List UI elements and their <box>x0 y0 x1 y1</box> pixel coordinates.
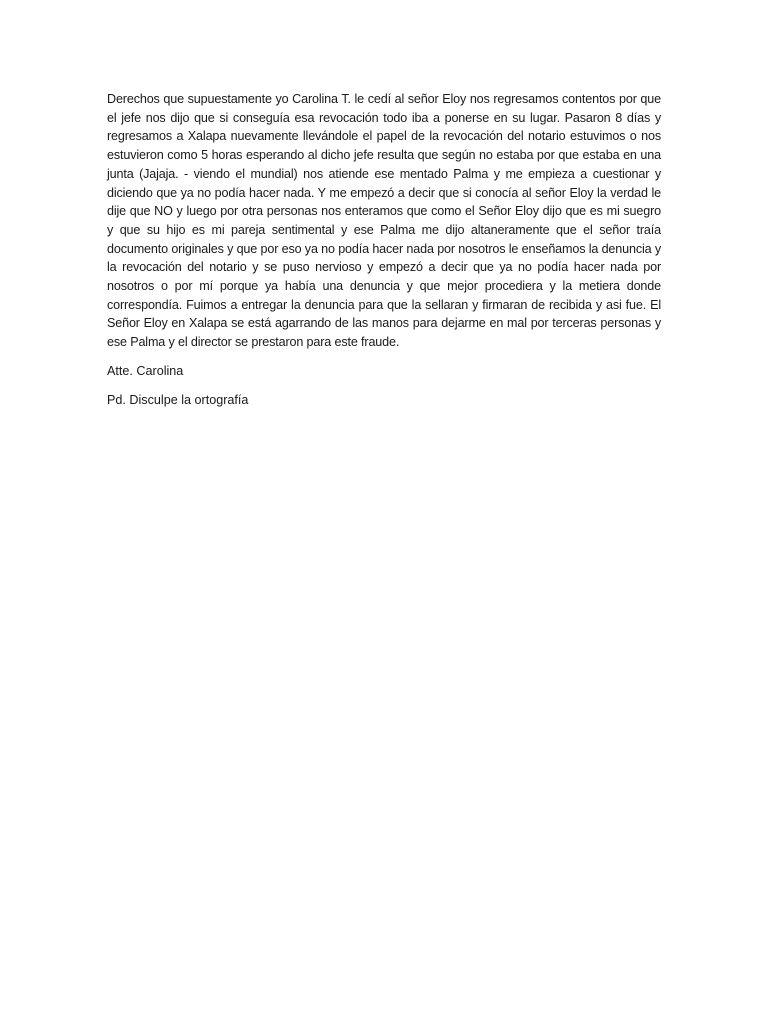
signature-line: Atte. Carolina <box>107 363 184 378</box>
letter-paragraph: Derechos que supuestamente yo Carolina T. le cedí al señor Eloy nos regresamos contentos por que el jefe nos dijo que si conseguía esa revocación todo iba a ponerse en su lugar. Pasaron 8 días y regresamos a Xalapa nuevamente llevándole el papel de la revocación del notario estuvimos o nos estuvieron como 5 horas esperando al dicho jefe resulta que según no estaba por que estaba en una junta (Jajaja. - viendo el mundial) nos atiende ese mentado Palma y me empieza a cuestionar y diciendo que ya no podía hacer nada. Y me empezó a decir que si conocía al señor Eloy la verdad le dije que NO y luego por otra personas nos enteramos que como el Señor Eloy dijo que es mi suegro y que su hijo es mi pareja sentimental y ese Palma me dijo altaneramente que el señor traía documento originales y que por eso ya no podía hacer nada por nosotros le enseñamos la denuncia y la revocación del notario y se puso nervioso y empezó a decir que ya no podía hacer nada por nosotros o por mí porque ya había una denuncia y que mejor procediera y la metiera donde correspondía. Fuimos a entregar la denuncia para que la sellaran y firmaran de recibida y asi fue. El Señor Eloy en Xalapa se está agarrando de las manos para dejarme en mal por terceras personas y ese Palma y el director se prestaron para este fraude. <box>107 92 661 350</box>
document-body <box>107 90 661 419</box>
postscript-line: Pd. Disculpe la ortografía <box>107 392 249 407</box>
